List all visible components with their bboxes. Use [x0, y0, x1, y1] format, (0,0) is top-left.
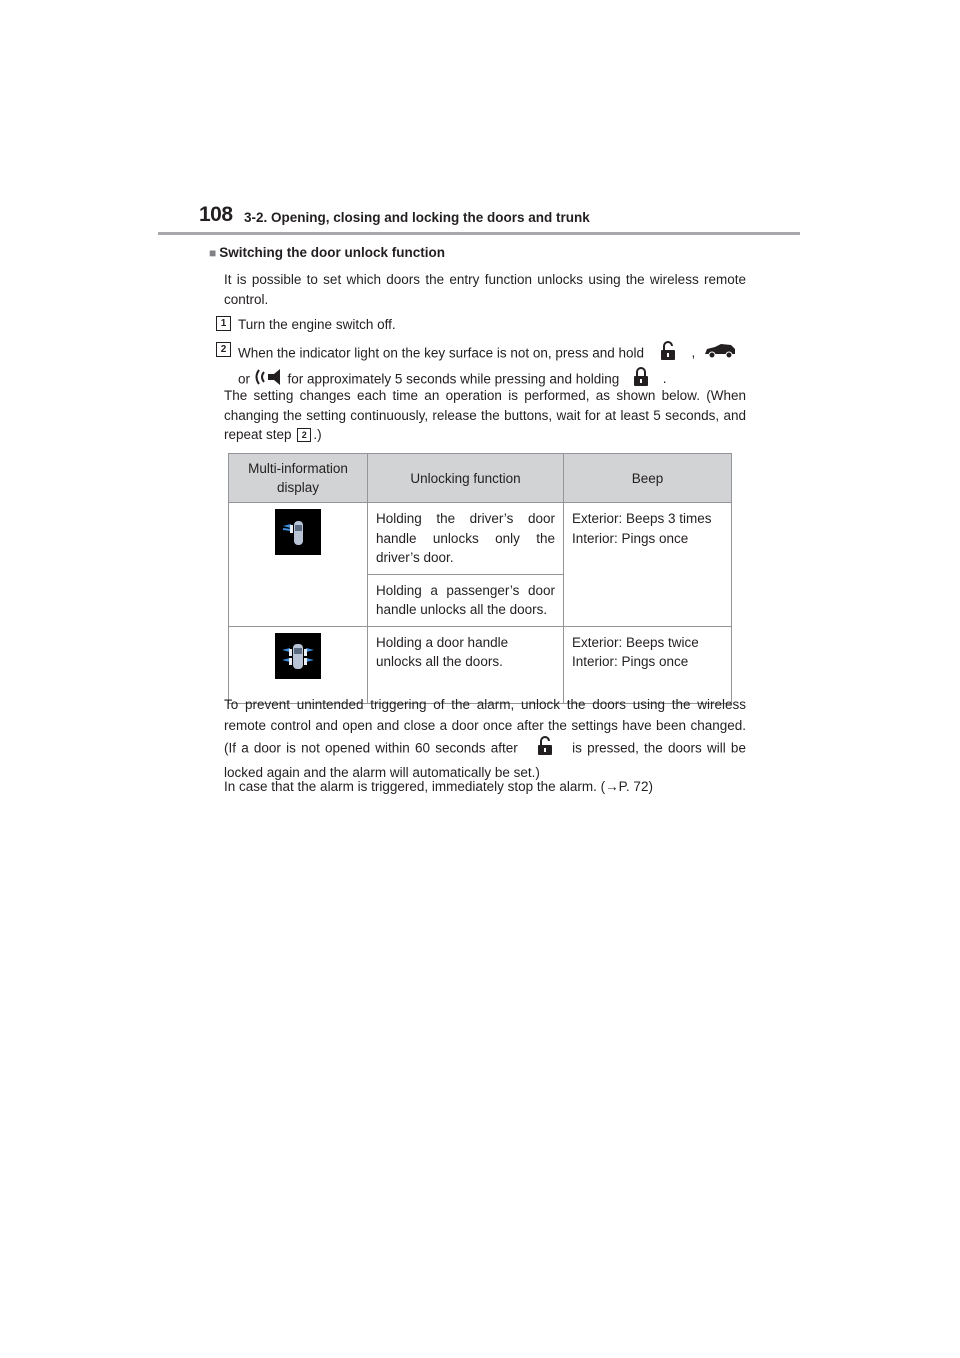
unlock-button-icon	[660, 341, 676, 367]
beep-exterior-2: Exterior: Beeps twice	[572, 634, 699, 650]
table-header-row	[229, 454, 732, 503]
display-cell	[229, 626, 368, 703]
setting-note-after: .)	[313, 427, 322, 442]
setting-note-before: The setting changes each time an operation is performed, as shown below. (When changing the setting continuously, release the buttons, wait for at least 5 seconds, and repeat step	[224, 388, 746, 442]
unlock-button-icon	[537, 736, 553, 762]
alarm-stop-paragraph: In case that the alarm is triggered, immediately stop the alarm. (→P. 72)	[224, 779, 653, 794]
heading-text: Switching the door unlock function	[219, 245, 445, 260]
beep-interior-2: Interior: Pings once	[572, 654, 689, 669]
step-badge-1: 1	[216, 316, 231, 331]
heading-bullet: ■	[209, 246, 217, 260]
step-reference-badge: 2	[297, 428, 311, 442]
alarm-paragraph	[224, 694, 746, 783]
page-number: 108	[199, 203, 233, 226]
section-title: 3-2. Opening, closing and locking the doors and trunk	[244, 210, 590, 225]
beep-cell	[564, 503, 732, 627]
section-heading	[209, 245, 445, 260]
header-divider	[158, 232, 800, 235]
alarm-note-part1: To prevent unintended triggering of the alarm, unlock the doors using the wireless remote control and open and close a door once after the settings have been changed. (If a door is not opened within 60 seconds after	[224, 697, 746, 756]
step-2-text	[238, 341, 746, 392]
step-badge-2: 2	[216, 342, 231, 357]
header-beep: Beep	[564, 454, 732, 503]
table-row	[229, 626, 732, 703]
header-display: Multi-information display	[229, 454, 368, 503]
driver-door-unlock-display-icon	[275, 509, 321, 555]
step-2-part3: for approximately 5 seconds while pressing and holding	[287, 370, 620, 386]
display-cell	[229, 503, 368, 627]
beep-interior: Interior: Pings once	[572, 530, 689, 546]
step-1-text: Turn the engine switch off.	[238, 317, 396, 332]
setting-change-paragraph	[224, 386, 746, 445]
table-row	[229, 503, 732, 575]
step-2-part2: or	[238, 370, 251, 386]
unlock-settings-table	[228, 453, 732, 704]
step-2-part1: When the indicator light on the key surface is not on, press and hold	[238, 345, 644, 361]
header-unlocking-function: Unlocking function	[368, 454, 564, 503]
step-2-sep1: ,	[691, 345, 696, 361]
function-driver-door: Holding the driver’s door handle unlocks only the driver’s door.	[368, 503, 564, 575]
step-2-part4: .	[662, 370, 667, 386]
all-doors-unlock-display-icon	[275, 633, 321, 679]
function-passenger-door: Holding a passenger’s door handle unlocks all the doors.	[368, 574, 564, 626]
trunk-button-icon	[703, 343, 737, 365]
beep-cell-2	[564, 626, 732, 703]
alarm-note-part2: is pressed, the doors will be locked again and the alarm will automatically be set.)	[224, 740, 746, 780]
function-all-doors: Holding a door handle unlocks all the doors.	[368, 626, 564, 703]
intro-paragraph: It is possible to set which doors the entry function unlocks using the wireless remote control.	[224, 272, 746, 307]
beep-exterior: Exterior: Beeps 3 times	[572, 511, 712, 526]
